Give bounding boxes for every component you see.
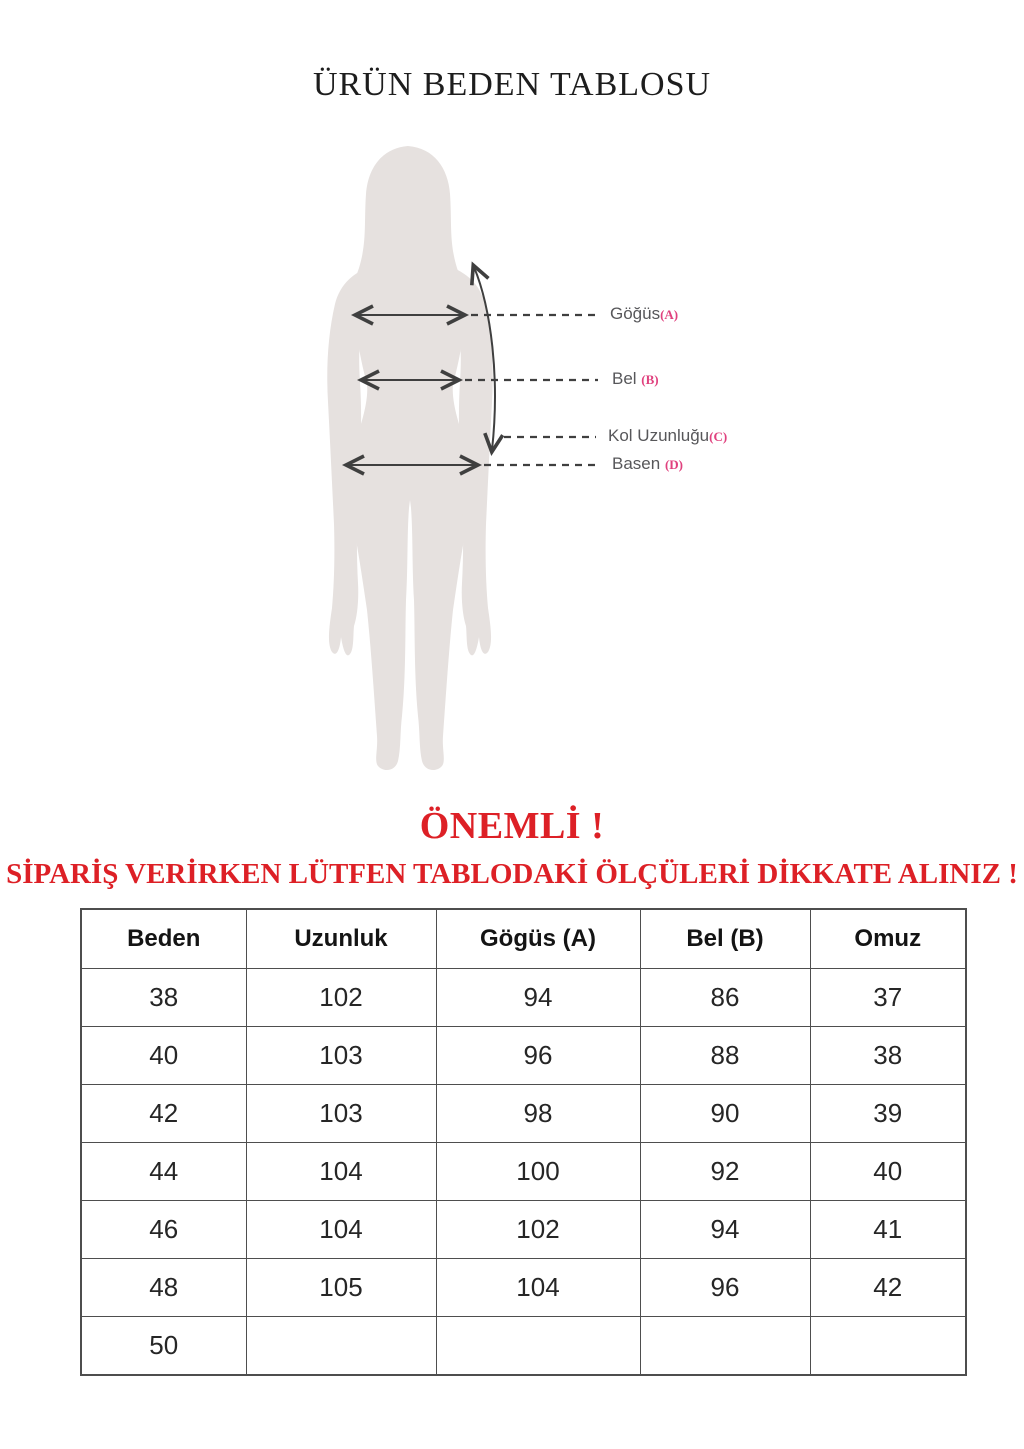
measurement-diagram — [0, 140, 1024, 800]
table-cell: 41 — [810, 1201, 966, 1259]
notice-warning: SİPARİŞ VERİRKEN LÜTFEN TABLODAKİ ÖLÇÜLERİ DİKKATE ALINIZ ! — [6, 858, 1018, 890]
table-cell — [246, 1317, 436, 1376]
table-cell: 37 — [810, 969, 966, 1027]
measurement-label-code: (C) — [709, 429, 728, 444]
measurement-label-text: Kol Uzunluğu — [608, 426, 710, 445]
table-cell: 103 — [246, 1027, 436, 1085]
size-table — [80, 908, 967, 1376]
table-row — [81, 1201, 966, 1259]
table-cell: 90 — [640, 1085, 810, 1143]
table-cell: 38 — [81, 969, 246, 1027]
table-cell: 100 — [436, 1143, 640, 1201]
table-row — [81, 1317, 966, 1376]
table-cell: 42 — [810, 1259, 966, 1317]
measurement-label-arm-length — [608, 425, 727, 448]
page-title: ÜRÜN BEDEN TABLOSU — [312, 66, 712, 103]
table-cell: 96 — [640, 1259, 810, 1317]
table-header-cell: Beden — [81, 909, 246, 969]
table-cell: 94 — [436, 969, 640, 1027]
table-cell: 88 — [640, 1027, 810, 1085]
table-cell: 46 — [81, 1201, 246, 1259]
table-row — [81, 1027, 966, 1085]
table-header-cell: Omuz — [810, 909, 966, 969]
measurement-label-code: (A) — [660, 307, 679, 322]
table-cell: 50 — [81, 1317, 246, 1376]
table-cell: 92 — [640, 1143, 810, 1201]
table-cell: 42 — [81, 1085, 246, 1143]
measurement-label-text: Bel — [612, 369, 642, 388]
table-cell — [810, 1317, 966, 1376]
table-header-cell: Bel (B) — [640, 909, 810, 969]
measurement-label-text: Göğüs — [610, 304, 661, 323]
measurement-label-code: (D) — [664, 457, 683, 472]
size-table-header-row — [81, 909, 966, 969]
table-cell: 96 — [436, 1027, 640, 1085]
size-table-body — [81, 969, 966, 1376]
body-silhouette — [327, 146, 492, 770]
table-cell: 105 — [246, 1259, 436, 1317]
table-cell: 98 — [436, 1085, 640, 1143]
table-cell: 104 — [246, 1201, 436, 1259]
table-cell: 40 — [81, 1027, 246, 1085]
table-cell: 94 — [640, 1201, 810, 1259]
table-cell: 38 — [810, 1027, 966, 1085]
table-row — [81, 969, 966, 1027]
table-row — [81, 1085, 966, 1143]
measurement-label-text: Basen — [612, 454, 665, 473]
measurement-label-chest — [610, 303, 678, 326]
table-cell: 86 — [640, 969, 810, 1027]
table-cell — [436, 1317, 640, 1376]
table-cell: 44 — [81, 1143, 246, 1201]
table-cell — [640, 1317, 810, 1376]
table-row — [81, 1143, 966, 1201]
table-cell: 102 — [246, 969, 436, 1027]
measurement-label-waist — [612, 368, 659, 391]
table-header-cell: Uzunluk — [246, 909, 436, 969]
table-row — [81, 1259, 966, 1317]
measurement-label-code: (B) — [641, 372, 659, 387]
table-cell: 103 — [246, 1085, 436, 1143]
table-cell: 48 — [81, 1259, 246, 1317]
table-cell: 104 — [436, 1259, 640, 1317]
table-cell: 39 — [810, 1085, 966, 1143]
notice-heading: ÖNEMLİ ! — [419, 805, 605, 847]
table-cell: 104 — [246, 1143, 436, 1201]
table-cell: 102 — [436, 1201, 640, 1259]
measurement-label-hip — [612, 453, 683, 476]
table-header-cell: Gögüs (A) — [436, 909, 640, 969]
table-cell: 40 — [810, 1143, 966, 1201]
